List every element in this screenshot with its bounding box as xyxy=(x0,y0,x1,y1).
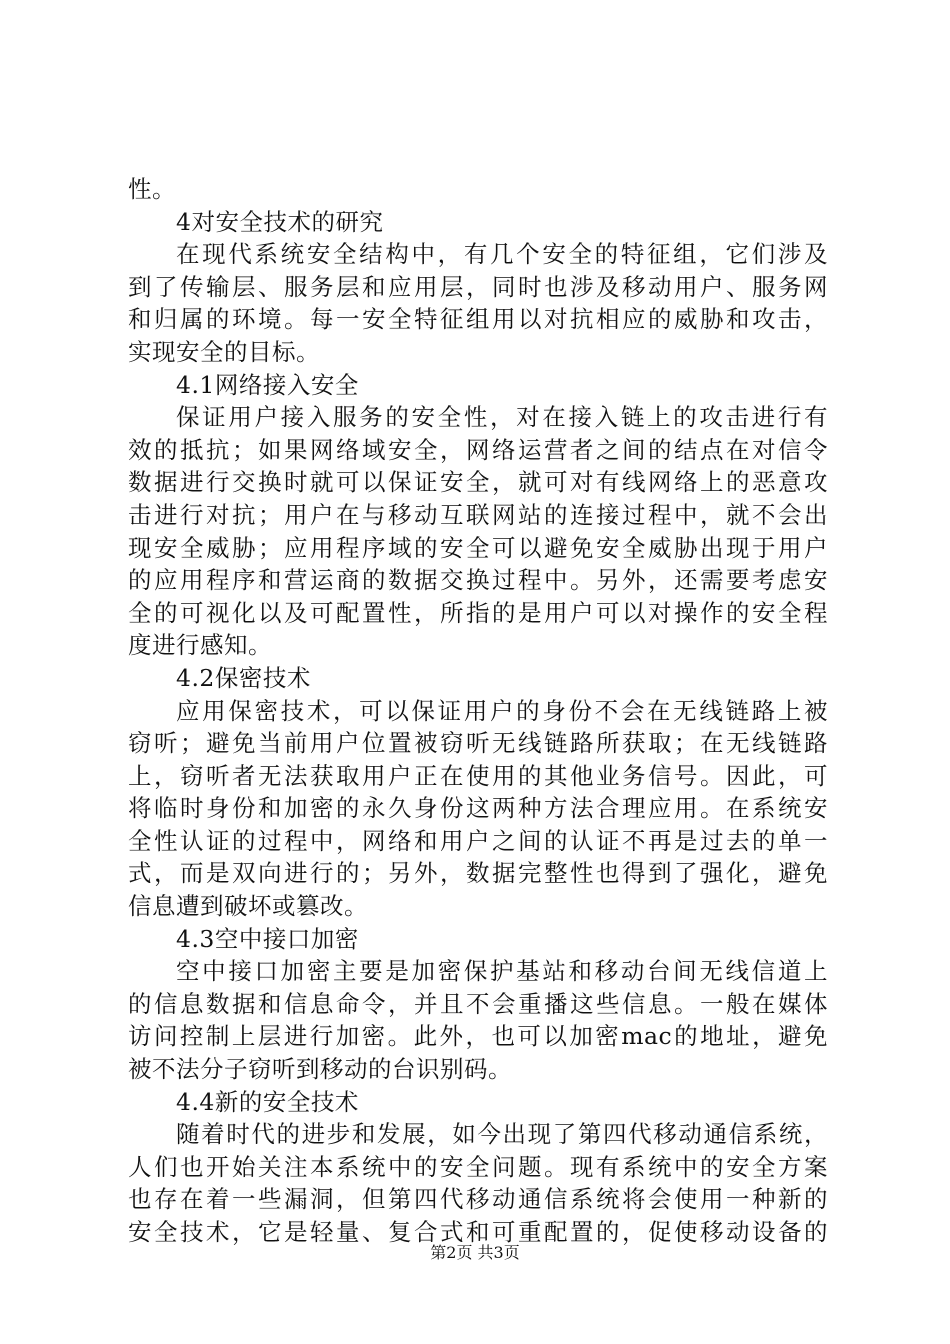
text-line: 被不法分子窃听到移动的台识别码。 xyxy=(128,1055,512,1084)
text-line: 4对安全技术的研究 xyxy=(176,207,384,236)
text-line: 效的抵抗；如果网络域安全，网络运营者之间的结点在对信令 xyxy=(128,435,828,464)
text-line: 式，而是双向进行的；另外，数据完整性也得到了强化，避免 xyxy=(128,859,828,888)
text-line: 访问控制上层进行加密。此外，也可以加密mac的地址，避免 xyxy=(128,1022,828,1051)
text-line: 全的可视化以及可配置性，所指的是用户可以对操作的安全程 xyxy=(128,598,828,627)
text-line: 空中接口加密主要是加密保护基站和移动台间无线信道上 xyxy=(176,957,828,986)
text-line: 信息遭到破坏或篡改。 xyxy=(128,892,368,921)
text-line: 在现代系统安全结构中，有几个安全的特征组，它们涉及 xyxy=(176,240,828,269)
text-line: 数据进行交换时就可以保证安全，就可对有线网络上的恶意攻 xyxy=(128,468,828,497)
text-line: 全性认证的过程中，网络和用户之间的认证不再是过去的单一 xyxy=(128,826,828,855)
text-line: 窃听；避免当前用户位置被窃听无线链路所获取；在无线链路 xyxy=(128,729,828,758)
text-line: 度进行感知。 xyxy=(128,631,272,660)
text-line: 人们也开始关注本系统中的安全问题。现有系统中的安全方案 xyxy=(128,1152,828,1181)
text-line: 安全技术，它是轻量、复合式和可重配置的，促使移动设备的 xyxy=(128,1218,828,1246)
text-line: 应用保密技术，可以保证用户的身份不会在无线链路上被 xyxy=(176,696,828,725)
text-line: 的应用程序和营运商的数据交换过程中。另外，还需要考虑安 xyxy=(128,566,828,595)
text-line: 和归属的环境。每一安全特征组用以对抗相应的威胁和攻击， xyxy=(128,305,828,334)
text-line: 4.3空中接口加密 xyxy=(176,924,359,953)
text-line: 实现安全的目标。 xyxy=(128,337,320,366)
text-line: 到了传输层、服务层和应用层，同时也涉及移动用户、服务网 xyxy=(128,272,828,301)
text-line: 4.2保密技术 xyxy=(176,663,311,692)
text-line: 上，窃听者无法获取用户正在使用的其他业务信号。因此，可 xyxy=(128,761,828,790)
text-line: 也存在着一些漏洞，但第四代移动通信系统将会使用一种新的 xyxy=(128,1185,828,1214)
text-line: 保证用户接入服务的安全性，对在接入链上的攻击进行有 xyxy=(176,403,828,432)
text-line: 击进行对抗；用户在与移动互联网站的连接过程中，就不会出 xyxy=(128,500,828,529)
text-line: 将临时身份和加密的永久身份这两种方法合理应用。在系统安 xyxy=(128,794,828,823)
text-line: 4.4新的安全技术 xyxy=(176,1087,359,1116)
text-line: 现安全威胁；应用程序域的安全可以避免安全威胁出现于用户 xyxy=(128,533,828,562)
text-line: 性。 xyxy=(128,175,176,203)
document-body xyxy=(128,173,828,1249)
text-line: 的信息数据和信息命令，并且不会重播这些信息。一般在媒体 xyxy=(128,989,828,1018)
text-line: 4.1网络接入安全 xyxy=(176,370,359,399)
text-line: 随着时代的进步和发展，如今出现了第四代移动通信系统， xyxy=(176,1120,828,1149)
page-footer: 第2页 共3页 xyxy=(430,1243,520,1262)
